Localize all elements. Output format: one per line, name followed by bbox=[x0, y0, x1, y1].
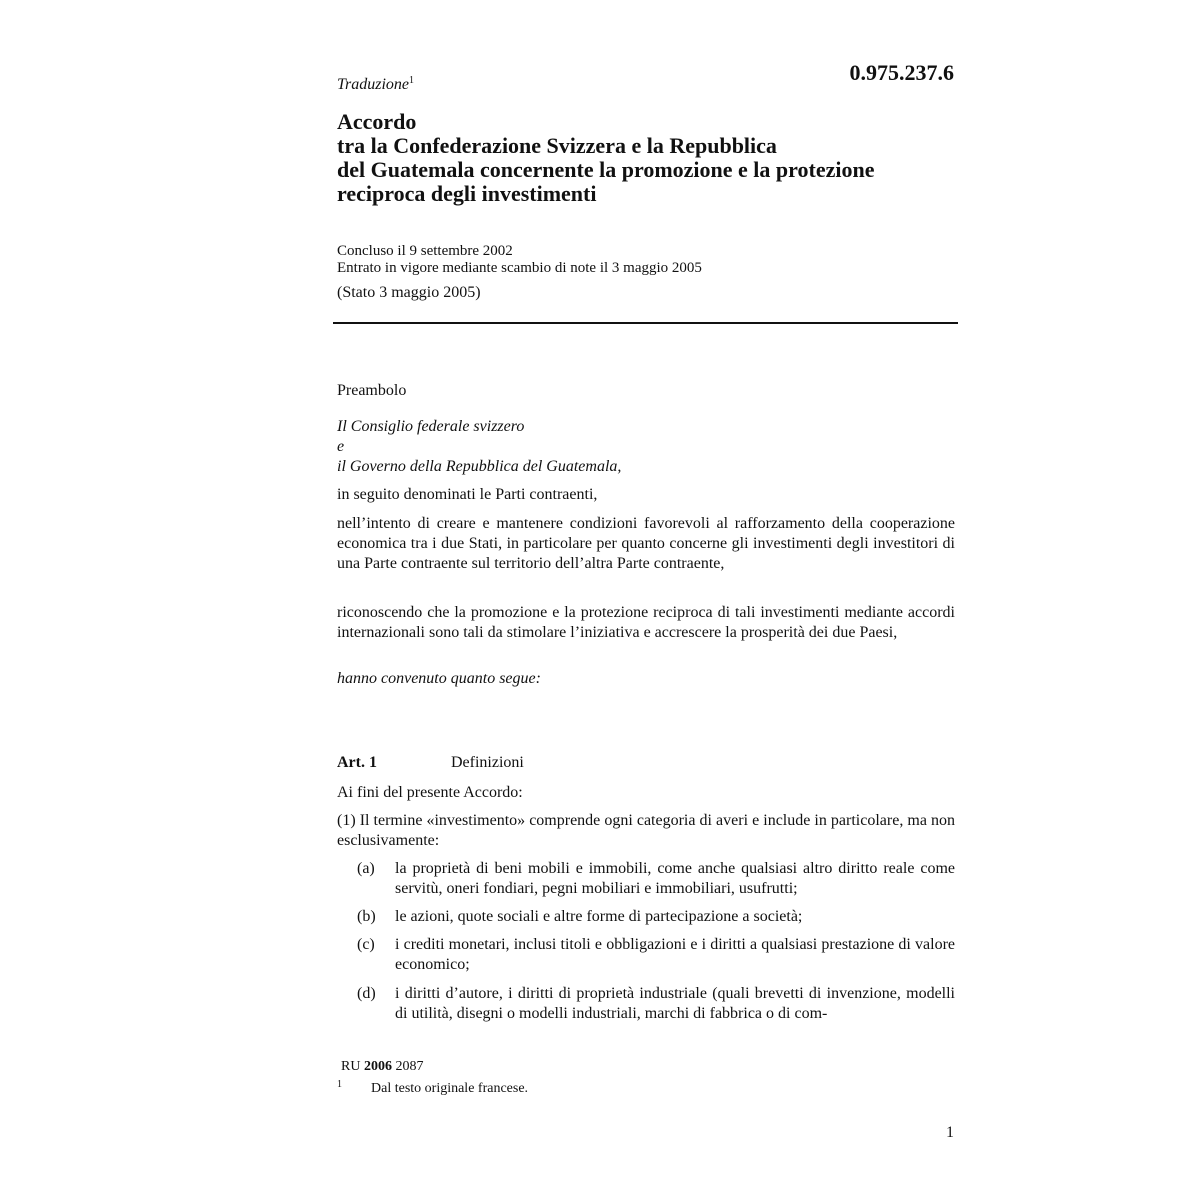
official-compilation-reference bbox=[341, 1059, 423, 1075]
list-marker: (b) bbox=[357, 908, 376, 925]
preamble-heading: Preambolo bbox=[337, 382, 407, 399]
title-line: del Guatemala concernente la promozione e la protezione bbox=[337, 157, 875, 182]
preamble-paragraph: in seguito denominati le Parti contraenti, bbox=[337, 486, 598, 503]
list-marker: (c) bbox=[357, 936, 375, 953]
article-title: Definizioni bbox=[451, 754, 524, 771]
list-item-text: le azioni, quote sociali e altre forme di partecipazione a società; bbox=[395, 908, 803, 925]
article-heading bbox=[337, 754, 955, 772]
list-marker: (d) bbox=[357, 985, 376, 1002]
article-intro: Ai fini del presente Accordo: bbox=[337, 784, 523, 801]
footnote bbox=[337, 1079, 528, 1097]
list-item bbox=[357, 935, 955, 975]
preamble-paragraph: riconoscendo che la promozione e la protezione reciproca di tali investimenti mediante accordi internazionali sono tali da stimolare l’iniziativa e accrescere la prosperità dei due Paesi, bbox=[337, 604, 955, 641]
title-line: reciproca degli investimenti bbox=[337, 181, 597, 206]
status-date: (Stato 3 maggio 2005) bbox=[337, 284, 481, 301]
footnote-mark: 1 bbox=[337, 1079, 342, 1090]
list-item-text: la proprietà di beni mobili e immobili, come anche qualsiasi altro diritto reale come servitù, oneri fondiari, pegni mobiliari e immobiliari, usufrutti; bbox=[395, 860, 955, 897]
in-force-date: Entrato in vigore mediante scambio di note il 3 maggio 2005 bbox=[337, 260, 702, 276]
preamble-paragraph: nell’intento di creare e mantenere condizioni favorevoli al rafforzamento della cooperazione economica tra i due Stati, in particolare per quanto concerne gli investimenti degli investitori di una Parte contraente sul territorio dell’altra Parte contraente, bbox=[337, 515, 955, 572]
article-paragraph: (1) Il termine «investimento» comprende ogni categoria di averi e include in particolare, ma non esclusivamente: bbox=[337, 812, 955, 849]
article-number: Art. 1 bbox=[337, 754, 377, 771]
party-1: Il Consiglio federale svizzero bbox=[337, 418, 525, 435]
party-2: il Governo della Repubblica del Guatemala, bbox=[337, 458, 622, 475]
page-number: 1 bbox=[946, 1124, 954, 1141]
translation-label: Traduzione bbox=[337, 76, 410, 93]
list-item bbox=[357, 984, 955, 1024]
footnote-text: Dal testo originale francese. bbox=[371, 1081, 529, 1096]
ru-prefix: RU bbox=[341, 1059, 361, 1074]
list-item-text: i crediti monetari, inclusi titoli e obbligazioni e i diritti a qualsiasi prestazione di valore economico; bbox=[395, 936, 955, 973]
party-conjunction: e bbox=[337, 438, 345, 455]
title-line: Accordo bbox=[337, 109, 417, 134]
ru-page: 2087 bbox=[395, 1059, 424, 1074]
footnote-reference[interactable]: 1 bbox=[409, 75, 415, 86]
header-divider bbox=[333, 322, 958, 324]
translation-note bbox=[337, 75, 414, 94]
concluded-date: Concluso il 9 settembre 2002 bbox=[337, 243, 513, 259]
preamble-closing: hanno convenuto quanto segue: bbox=[337, 670, 541, 687]
title-line: tra la Confederazione Svizzera e la Repubblica bbox=[337, 133, 777, 158]
dates-block bbox=[337, 243, 957, 277]
ru-year: 2006 bbox=[363, 1059, 392, 1074]
list-item-text: i diritti d’autore, i diritti di proprietà industriale (quali brevetti di invenzione, modelli di utilità, disegni o modelli industriali, marchi di fabbrica o di com- bbox=[395, 985, 955, 1022]
list-marker: (a) bbox=[357, 860, 375, 877]
list-item bbox=[357, 907, 955, 927]
sr-number: 0.975.237.6 bbox=[849, 60, 954, 85]
document-title bbox=[337, 110, 957, 206]
list-item bbox=[357, 859, 955, 899]
